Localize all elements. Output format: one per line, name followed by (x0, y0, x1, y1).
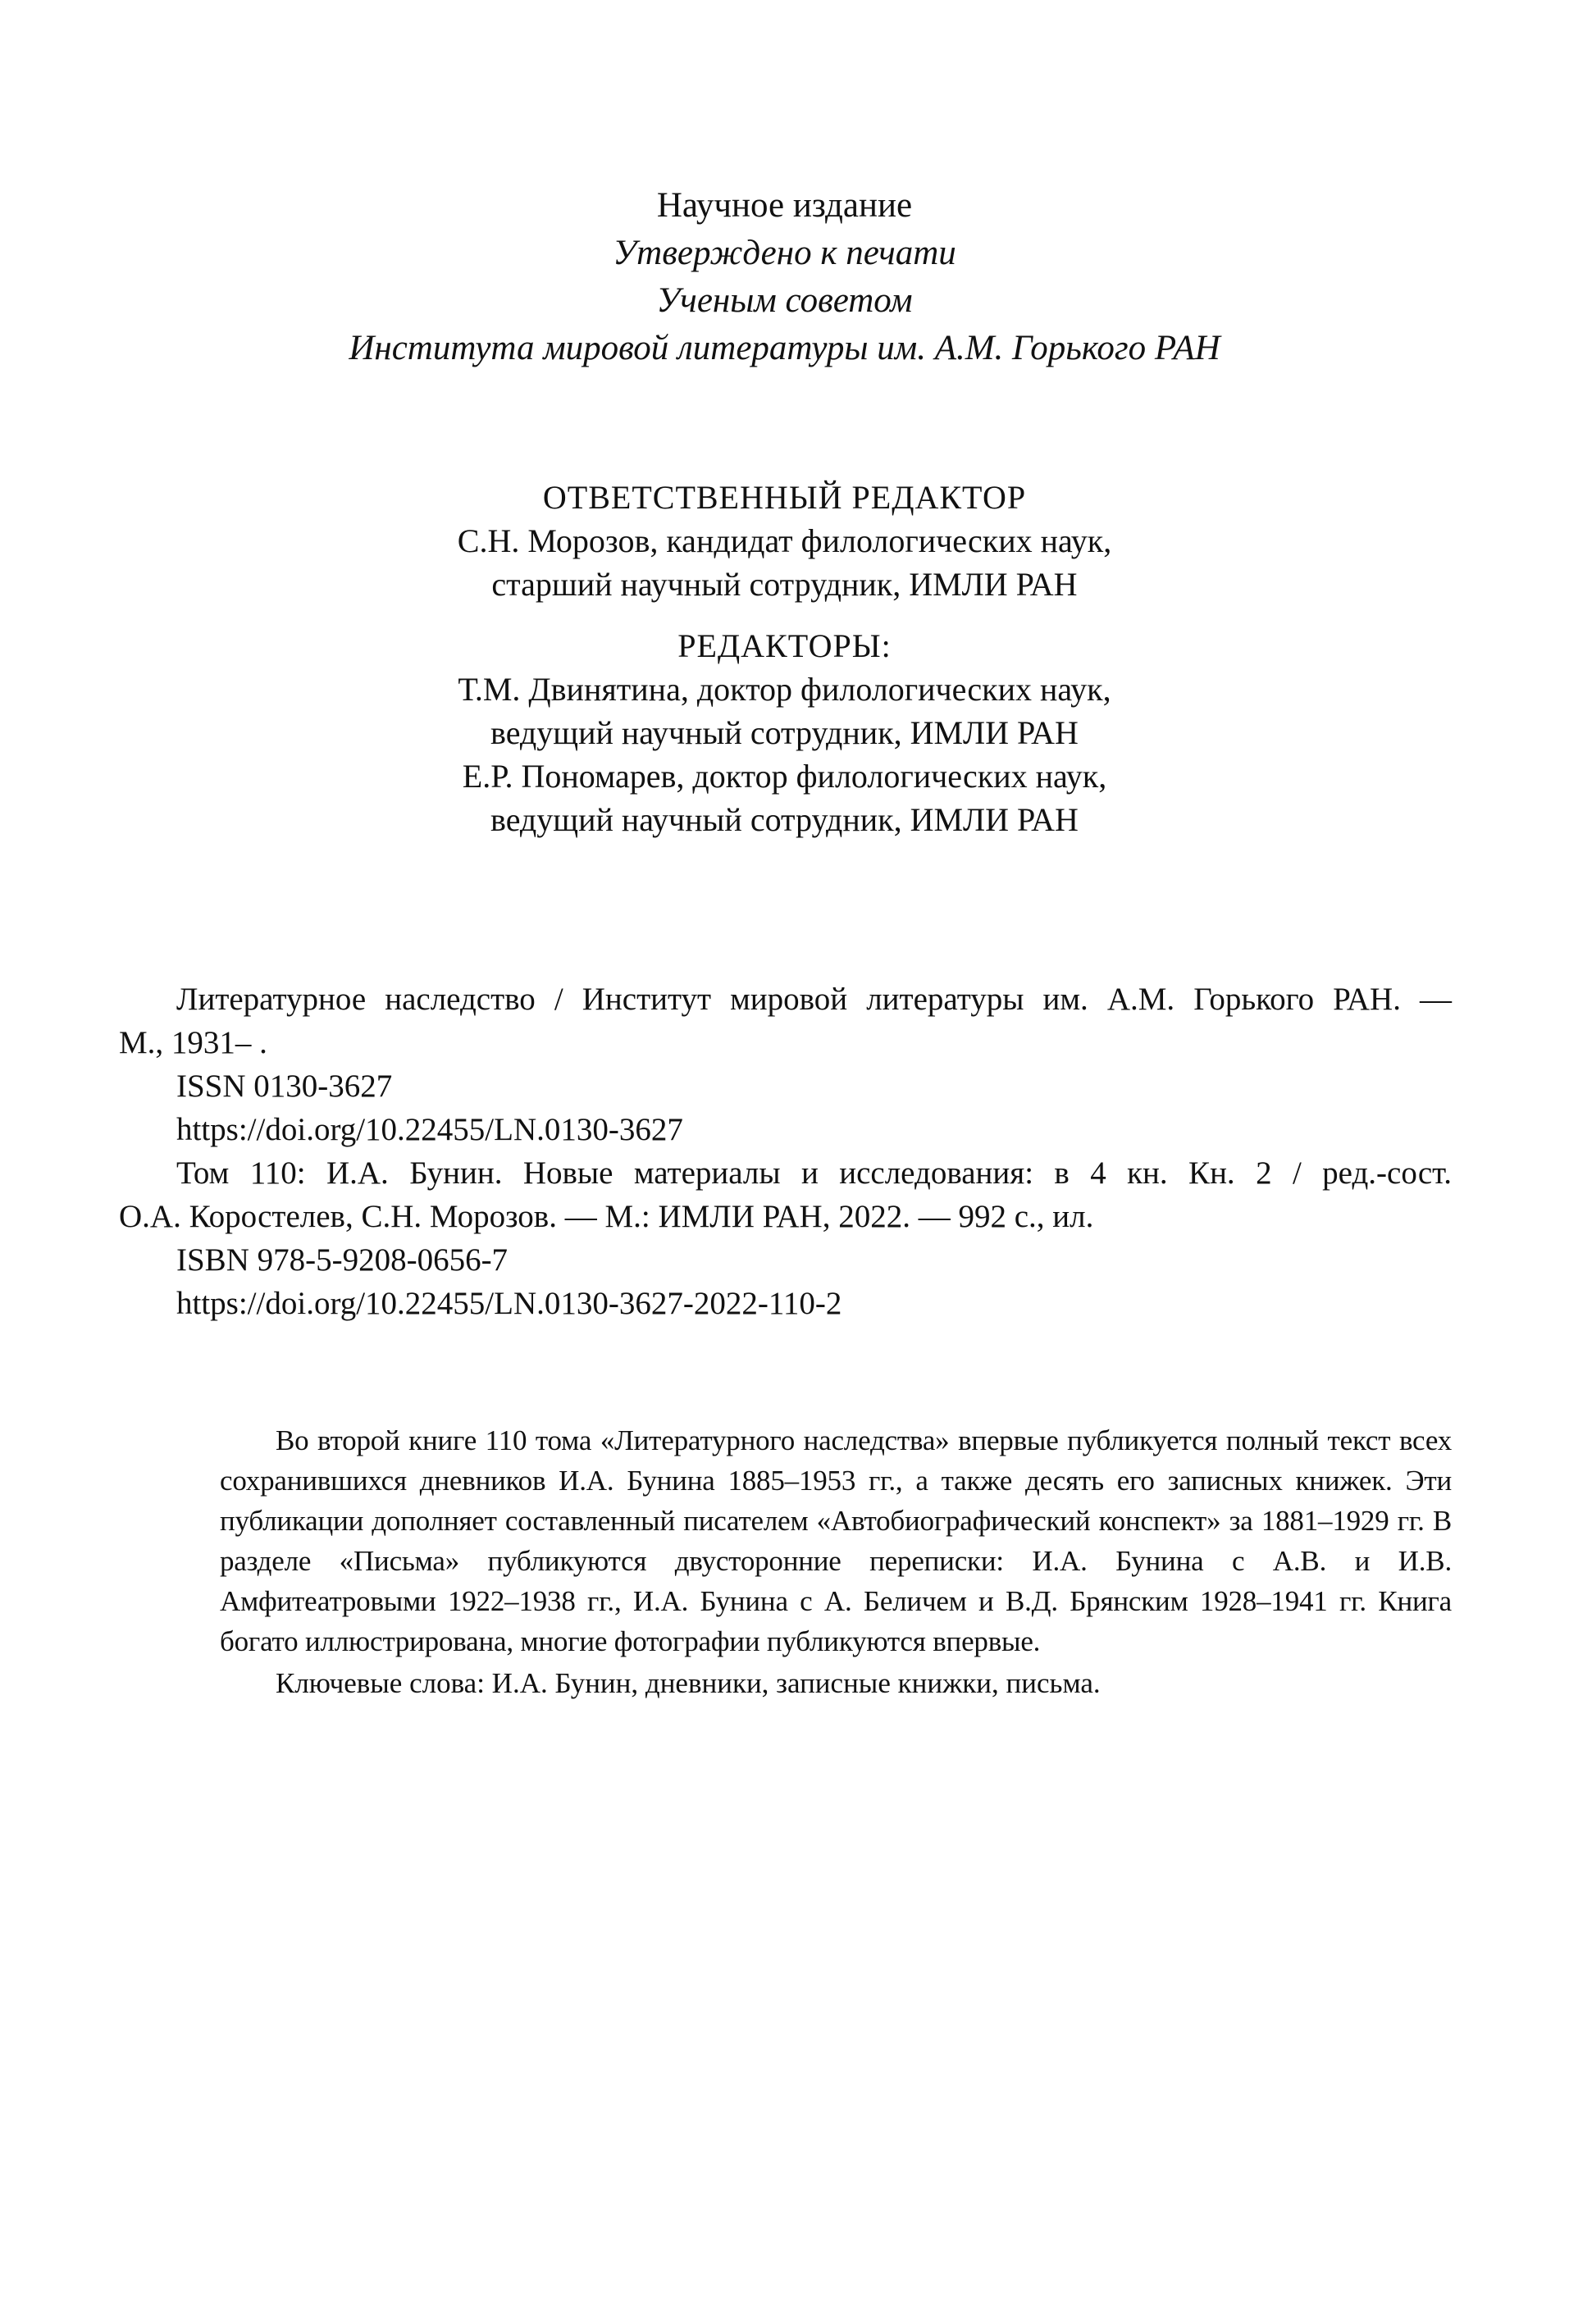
approval-line-1: Утверждено к печати (613, 234, 956, 272)
volume-line-2: О.А. Коростелев, С.Н. Морозов. — М.: ИМЛИ РАН, 2022. — 992 с., ил. (119, 1199, 1094, 1234)
editor-2-line-1: Е.Р. Пономарев, доктор филологических наук, (462, 758, 1107, 795)
keywords-line: Ключевые слова: И.А. Бунин, дневники, записные книжки, письма. (276, 1667, 1101, 1699)
series-doi: https://doi.org/10.22455/LN.0130-3627 (176, 1112, 683, 1147)
editor-2-line-2: ведущий научный сотрудник, ИМЛИ РАН (490, 801, 1079, 838)
series-line-1: Литературное наследство / Институт мировой литературы им. А.М. Горького РАН. — (176, 982, 1452, 1017)
editor-1-line-1: Т.М. Двинятина, доктор филологических наук, (458, 671, 1111, 708)
editors-heading: РЕДАКТОРЫ: (677, 627, 892, 664)
annotation-block (220, 1420, 1452, 1703)
chief-editor-line-1: С.Н. Морозов, кандидат филологических наук, (457, 522, 1112, 559)
editor-1-line-2: ведущий научный сотрудник, ИМЛИ РАН (490, 714, 1079, 751)
edition-type: Научное издание (656, 186, 913, 225)
chief-editor-heading: ОТВЕТСТВЕННЫЙ РЕДАКТОР (542, 479, 1027, 516)
series-issn: ISSN 0130-3627 (176, 1069, 393, 1104)
imprint-header (0, 182, 1569, 372)
editors-spacer (0, 606, 1569, 624)
volume-isbn: ISBN 978-5-9208-0656-7 (176, 1242, 509, 1278)
volume-line-1: Том 110: И.А. Бунин. Новые материалы и исследования: в 4 кн. Кн. 2 / ред.-сост. (176, 1155, 1452, 1191)
approval-line-3: Института мировой литературы им. А.М. Горького РАН (349, 329, 1220, 367)
chief-editor-line-2: старший научный сотрудник, ИМЛИ РАН (491, 566, 1078, 603)
bibliographic-record (119, 977, 1452, 1325)
abstract-paragraph: Во второй книге 110 тома «Литературного наследства» впервые публикуется полный текст всех сохранившихся дневников И.А. Бунина 1885–1953 гг., а также десять его записных книжек. Эти публикации дополняет составленный писателем «Автобиографический конспект» за 1881–1929 гг. В разделе «Письма» публикуются двусторонние переписки: И.А. Бунина с А.В. и И.В. Амфитеатровыми 1922–1938 гг., И.А. Бунина с А. Беличем и В.Д. Брянским 1928–1941 гг. Книга богато иллюстрирована, многие фотографии публикуются впервые. (220, 1424, 1452, 1657)
volume-doi: https://doi.org/10.22455/LN.0130-3627-2022-110-2 (176, 1286, 842, 1321)
series-line-2: М., 1931– . (119, 1025, 267, 1060)
editors-block (0, 476, 1569, 841)
approval-line-2: Ученым советом (656, 281, 913, 320)
